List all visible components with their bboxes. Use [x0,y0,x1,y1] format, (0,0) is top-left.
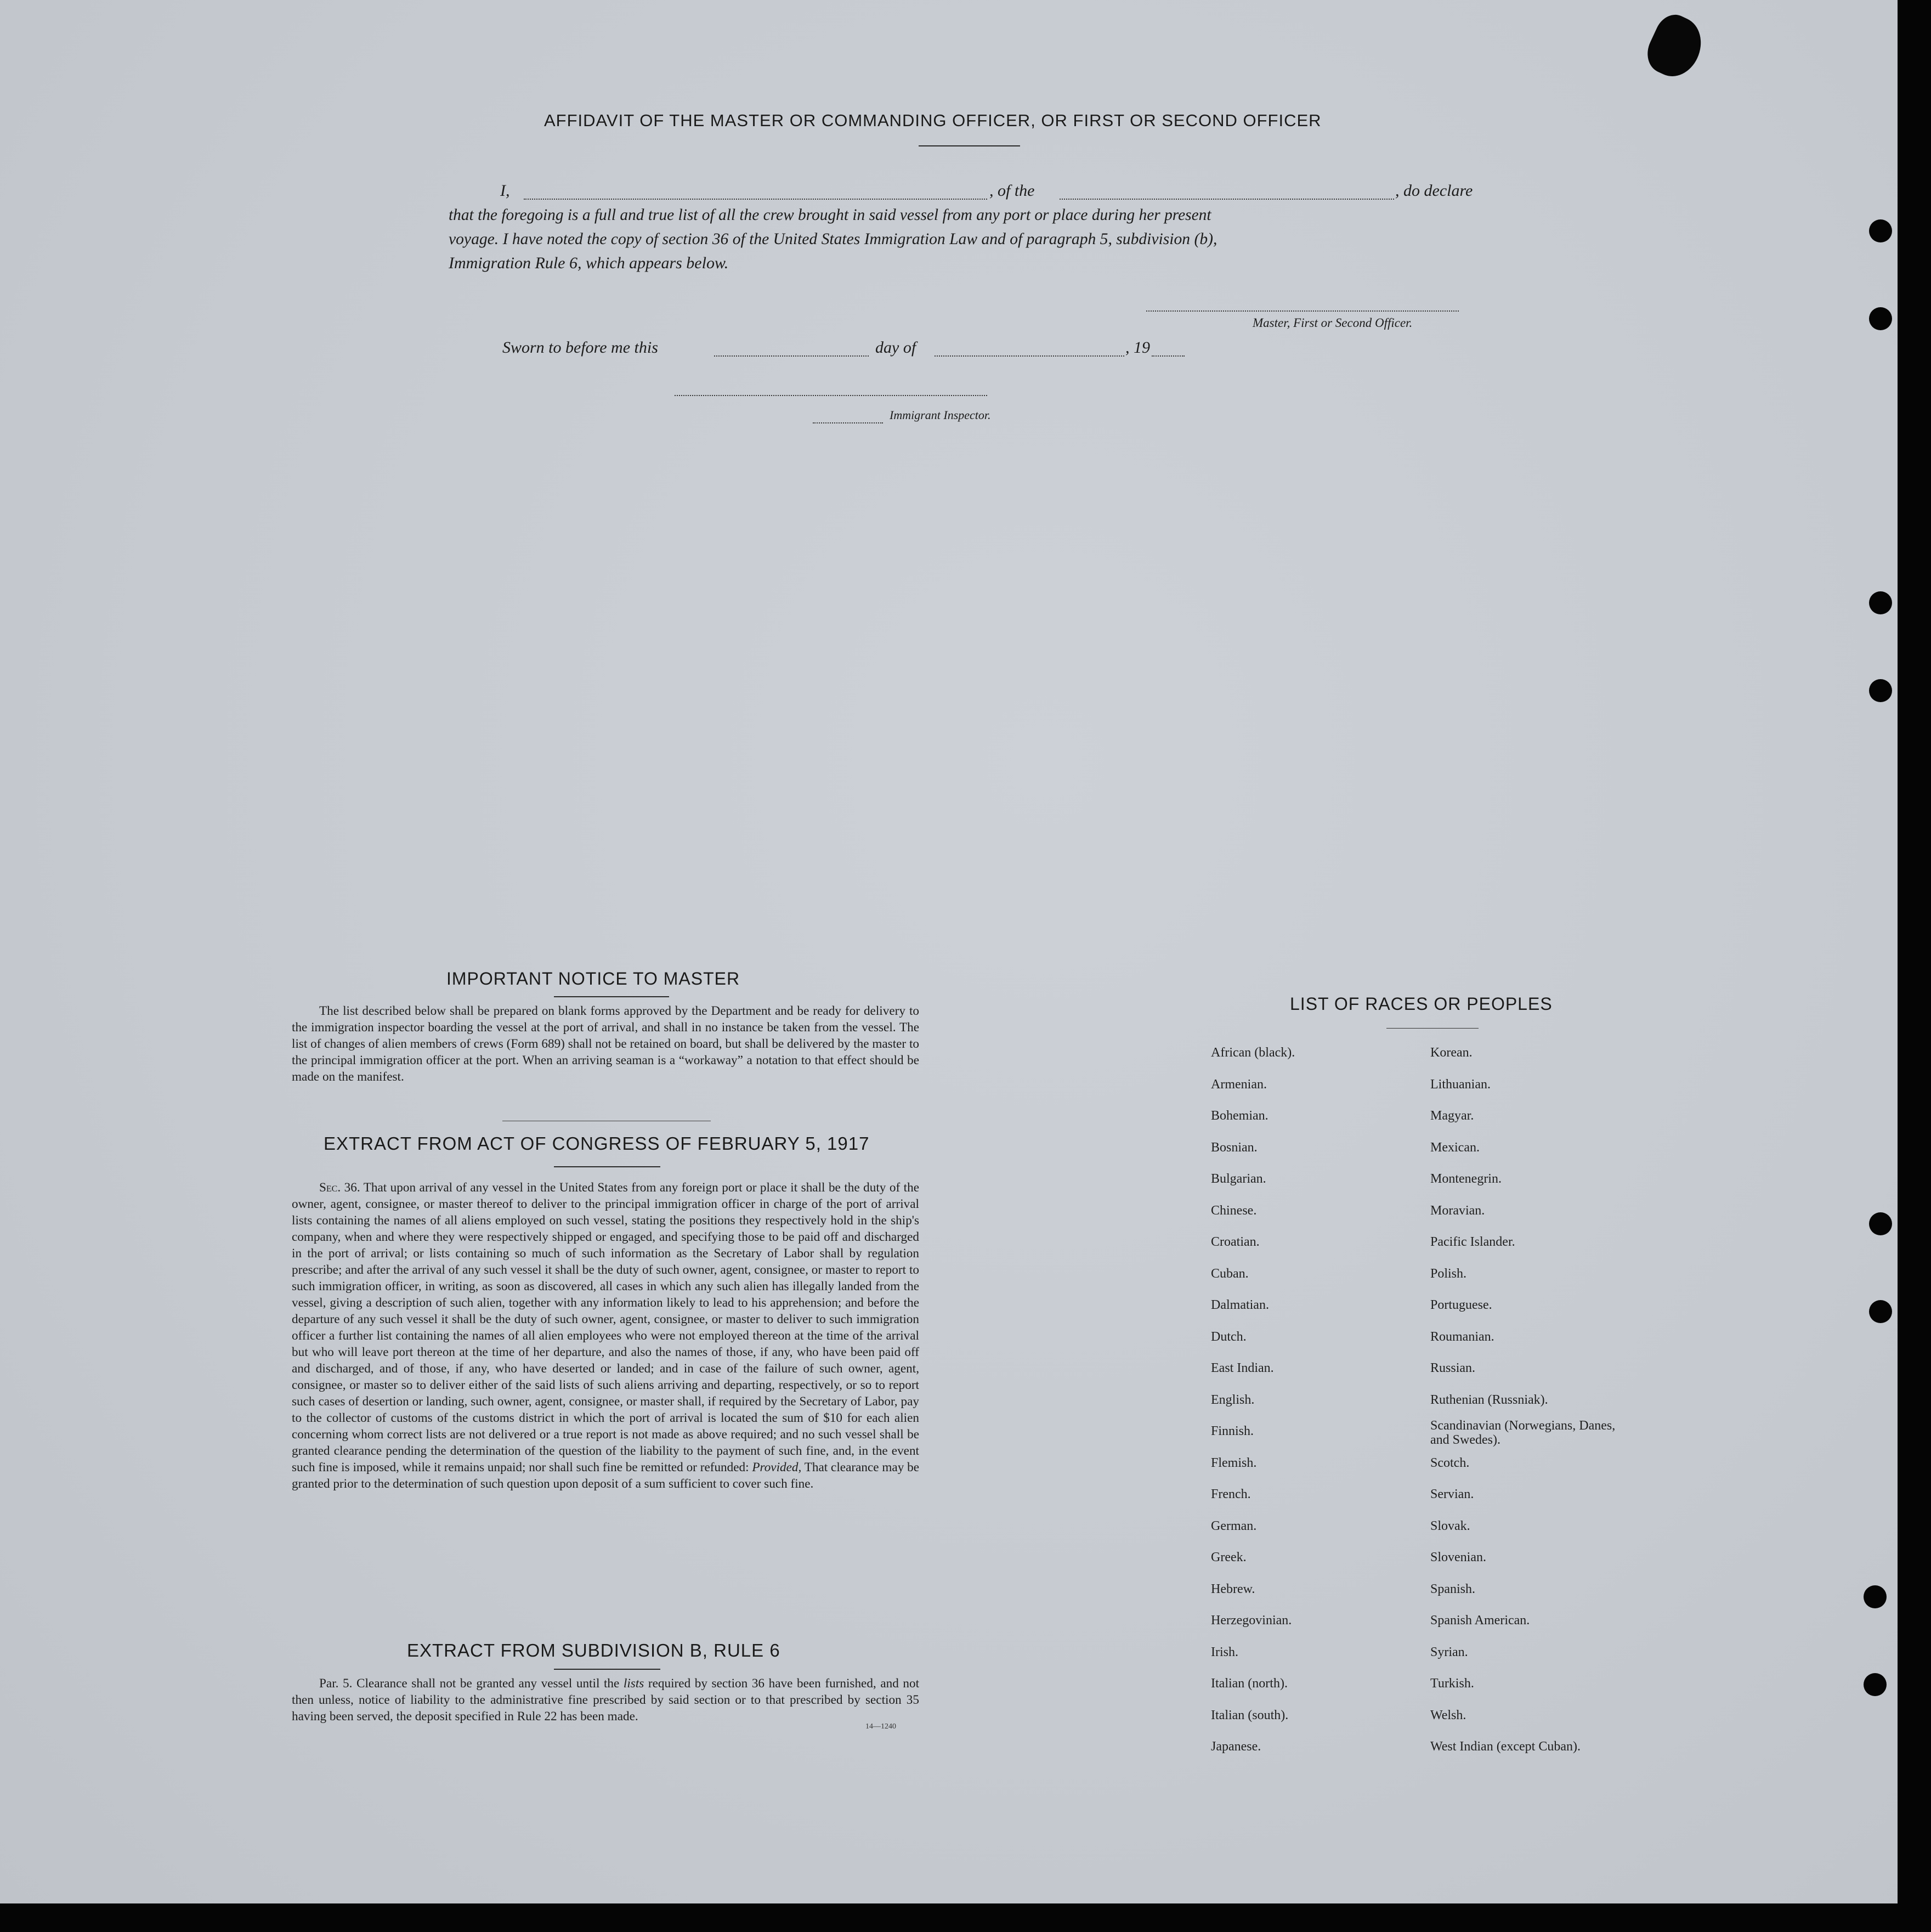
rule-underline [554,1669,660,1670]
rule-extract-text [292,1675,919,1725]
affidavit-line4: Immigration Rule 6, which appears below. [449,254,729,272]
inspector-signature-line [675,395,987,396]
races-underline [1386,1028,1479,1029]
act-extract-title: EXTRACT FROM ACT OF CONGRESS OF FEBRUARY 5, 1917 [324,1133,870,1154]
provided-word: Provided, [752,1460,802,1475]
signature-label: Master, First or Second Officer. [1253,316,1413,330]
race-item: Italian (north). [1211,1676,1288,1691]
form-number: 14—1240 [865,1722,896,1731]
rule-extract-title: EXTRACT FROM SUBDIVISION B, RULE 6 [407,1640,780,1660]
race-item: East Indian. [1211,1361,1274,1375]
notice-title: IMPORTANT NOTICE TO MASTER [446,969,740,988]
section-body: That upon arrival of any vessel in the United States from any foreign port or place it shall be the duty of the owner, agent, consignee, or master thereof to deliver to the principal immigration officer in charge of the port of arrival lists containing the names of all aliens employed on such vessel, stating the positions they respectively hold in the ship's company, when and where they were respectively shipped or engaged, and specifying those to be paid off and discharged in the port of arrival; or lists containing so much of such information as the Secretary of Labor shall by regulation prescribe; and after the arrival of any such vessel it shall be the duty of such owner, agent, consignee, or master to report to such immigration officer, in writing, as soon as discovered, all cases in which any such alien has illegally landed from the vessel, giving a description of such alien, together with any information likely to lead to his apprehension; and before the departure of any such vessel it shall be the duty of such owner, agent, consignee, or master to deliver to such immigration officer a further list containing the names of all alien employees who were not employed thereon at the time of the arrival but who will leave port thereon at the time of her departure, and also the names of those, if any, who have been paid off and discharged, and of those, if any, who have deserted or landed; and in case of the failure of such owner, agent, consignee, or master so to deliver either of the said lists of such aliens arriving and departing, respectively, or so to report such cases of desertion or landing, such owner, agent, consignee, or master shall, if required by the Secretary of Labor, pay to the collector of customs of the customs district in which the port of arrival is located the sum of $10 for each alien concerning whom correct lists are not delivered or a true report is not made as above required; and no such vessel shall be granted clearance pending the determination of the question of the liability to the payment of such fine, and, in the event such fine is imposed, while it remains unpaid; nor shall such fine be remitted or refunded: [292,1180,919,1475]
race-item: Bohemian. [1211,1109,1269,1123]
sworn-year-blank [1152,355,1185,357]
race-item: French. [1211,1487,1251,1501]
race-item: Japanese. [1211,1739,1261,1754]
vessel-blank [1060,199,1394,200]
race-item: Slovenian. [1430,1550,1486,1564]
race-item: Hebrew. [1211,1582,1255,1596]
name-blank [524,199,987,200]
race-item: Armenian. [1211,1077,1267,1092]
race-item: Turkish. [1430,1676,1474,1691]
race-item: Slovak. [1430,1519,1470,1533]
sworn-year: , 19 [1125,338,1150,357]
sworn-day-label: day of [875,338,916,357]
race-item: Syrian. [1430,1645,1468,1659]
race-item: Bosnian. [1211,1140,1258,1155]
notice-underline [554,996,669,997]
title-underline [919,145,1020,146]
act-underline [554,1166,660,1167]
affidavit-line1-mid: , of the [989,182,1035,200]
race-item: Montenegrin. [1430,1172,1502,1186]
race-item: Portuguese. [1430,1298,1492,1312]
race-item: Finnish. [1211,1424,1254,1438]
race-item: English. [1211,1393,1255,1407]
race-item: Scandinavian (Norwegians, Danes, and Swedes). [1430,1419,1616,1447]
race-item: Bulgarian. [1211,1172,1266,1186]
notice-text: The list described below shall be prepared on blank forms approved by the Department and be ready for delivery to the immigration inspector boarding the vessel at the port of arrival, and shall in no instance be taken from the vessel. The list of changes of alien members of crews (Form 689) shall not be retained on board, but shall be delivered by the master to the principal immigration officer at the port. When an arriving seaman is a “workaway” a notation to that effect should be made on the manifest. [292,1004,919,1084]
race-item: Greek. [1211,1550,1247,1564]
race-item: Spanish. [1430,1582,1476,1596]
race-item: Dutch. [1211,1330,1247,1344]
race-item: Lithuanian. [1430,1077,1491,1092]
binder-hole [1869,591,1892,614]
binder-hole [1869,219,1892,242]
binder-hole [1864,1585,1887,1608]
affidavit-line1-end: , do declare [1395,182,1473,200]
race-item: Cuban. [1211,1267,1249,1281]
binder-hole [1869,1300,1892,1323]
race-item: African (black). [1211,1046,1295,1060]
section-label: Sec. 36. [319,1180,360,1195]
rule-text-a: Par. 5. Clearance shall not be granted any vessel until the [319,1676,620,1691]
race-item: Roumanian. [1430,1330,1494,1344]
races-title: LIST OF RACES OR PEOPLES [1290,994,1553,1014]
race-item: Spanish American. [1430,1613,1530,1628]
sworn-day-blank [714,355,869,357]
race-item: Ruthenian (Russniak). [1430,1393,1548,1407]
race-item: Servian. [1430,1487,1474,1501]
race-item: Dalmatian. [1211,1298,1269,1312]
section-body-end: That clearance may be granted prior to the determination of such question upon deposit of a sum sufficient to cover such fine. [292,1460,919,1491]
race-item: Herzegovinian. [1211,1613,1292,1628]
race-item: Italian (south). [1211,1708,1289,1722]
binder-hole [1869,679,1892,702]
binder-hole [1869,1212,1892,1235]
race-item: Magyar. [1430,1109,1474,1123]
race-item: Moravian. [1430,1204,1485,1218]
race-item: Croatian. [1211,1235,1260,1249]
binder-hole [1864,1673,1887,1696]
race-item: Welsh. [1430,1708,1466,1722]
race-item: Pacific Islander. [1430,1235,1515,1249]
lists-word: lists [623,1676,644,1691]
binder-hole [1869,307,1892,330]
affidavit-line1-start: I, [500,182,510,200]
race-item: Russian. [1430,1361,1476,1375]
race-item: German. [1211,1519,1257,1533]
affidavit-title: AFFIDAVIT OF THE MASTER OR COMMANDING OFFICER, OR FIRST OR SECOND OFFICER [544,111,1322,130]
race-item: Mexican. [1430,1140,1480,1155]
race-item: Flemish. [1211,1456,1257,1470]
race-item: Irish. [1211,1645,1238,1659]
inspector-short-line [813,422,883,423]
inspector-label: Immigrant Inspector. [890,408,991,422]
sworn-start: Sworn to before me this [502,338,658,357]
race-item: Scotch. [1430,1456,1470,1470]
ink-stain [1640,9,1711,84]
race-item: Chinese. [1211,1204,1257,1218]
affidavit-line3: voyage. I have noted the copy of section 36 of the United States Immigration Law and of paragraph 5, subdivision (b), [449,230,1218,248]
race-item: Korean. [1430,1046,1473,1060]
signature-line [1146,310,1459,312]
act-extract-text [292,1179,919,1492]
affidavit-line2: that the foregoing is a full and true list of all the crew brought in said vessel from any port or place during her present [449,206,1211,224]
sworn-month-blank [935,355,1124,357]
rule-text-b: required by section 36 have been furnished, and not then unless, notice of liability to the administrative fine prescribed by said section or to that prescribed by section 35 having been served, the deposit specified in Rule 22 has been made. [292,1676,920,1724]
race-item: Polish. [1430,1267,1467,1281]
race-item: West Indian (except Cuban). [1430,1739,1581,1754]
